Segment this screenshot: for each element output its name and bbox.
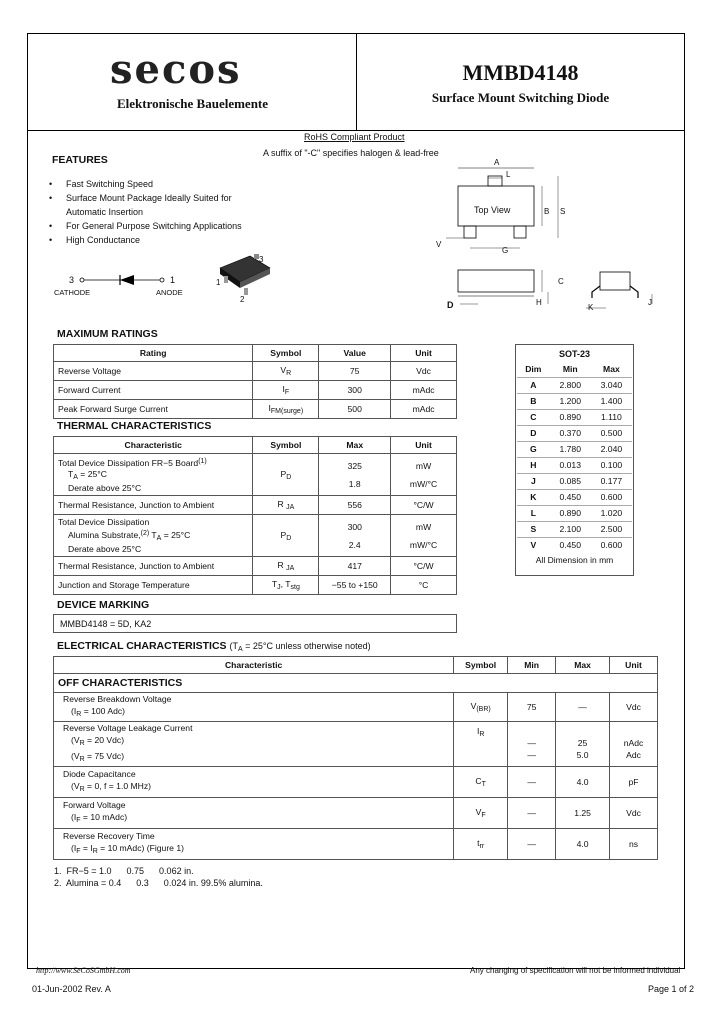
table-row — [54, 515, 457, 557]
table-row: S 2.100 2.500 — [517, 521, 632, 537]
cell-value: 75 — [319, 362, 391, 381]
dim-label-a: A — [494, 158, 500, 167]
col-header: Max — [603, 363, 620, 374]
thermal-title: THERMAL CHARACTERISTICS — [57, 420, 212, 432]
cell-max: 4.0 — [556, 829, 610, 860]
cell-symbol: $I_R$ — [454, 722, 508, 767]
cell-symbol: $V_{(BR)}$ — [454, 693, 508, 722]
cell-characteristic: Total Device Dissipation FR−5 Board$^{(1)}$ $T_A = 25^\circ C$ Derate above 25°C — [54, 454, 253, 496]
cell-unit: °C/W — [391, 496, 457, 515]
off-characteristics-row — [54, 674, 658, 693]
col-header: Symbol — [253, 437, 319, 454]
footer-page: Page 1 of 2 — [648, 984, 695, 994]
table-row: V 0.450 0.600 — [517, 537, 632, 553]
cell-unit: mW mW/°C — [391, 454, 457, 496]
part-number: MMBD4148 — [462, 60, 579, 85]
rohs-title: RoHS Compliant Product — [304, 132, 405, 142]
col-header: Unit — [391, 345, 457, 362]
sot23-title: SOT-23 — [558, 349, 590, 359]
table-row — [54, 454, 457, 496]
cell-symbol: $P_D$ — [253, 515, 319, 557]
table-row: D 0.370 0.500 — [517, 425, 632, 441]
marking-box — [53, 614, 457, 633]
off-characteristics-title: OFF CHARACTERISTICS — [54, 674, 658, 693]
table-row — [54, 400, 457, 419]
cell-symbol: $I_{FM(surge)}$ — [253, 400, 319, 419]
col-header: Max — [556, 657, 610, 674]
cell-symbol: R $_{JA}$ — [253, 496, 319, 515]
feature-item: • Fast Switching Speed — [46, 177, 266, 191]
electrical-title: ELECTRICAL CHARACTERISTICS ($T_A = 25^\circ C$ unless otherwise noted) — [57, 640, 371, 653]
dim-label-l: L — [506, 170, 511, 179]
company-logo: secos — [110, 46, 242, 93]
rohs-note: A suffix of "-C" specifies halogen & lead-free — [263, 148, 439, 158]
cell-symbol: R $_{JA}$ — [253, 557, 319, 576]
features-title: FEATURES — [52, 154, 108, 166]
dim-label-d: D — [447, 300, 454, 310]
note-1: 1. FR−5 = 1.0 0.75 0.062 in. — [54, 866, 194, 876]
pkg-pin2: 2 — [240, 295, 245, 304]
table-row: B 1.200 1.400 — [517, 393, 632, 409]
cell-symbol: $P_D$ — [253, 454, 319, 496]
table-row — [54, 362, 457, 381]
cell-rating: Forward Current — [54, 381, 253, 400]
dim-label-b: B — [544, 207, 550, 216]
table-row: K 0.450 0.600 — [517, 489, 632, 505]
cell-characteristic: Total Device Dissipation Alumina Substrate,$^{(2)}$ $T_A = 25^\circ C$ Derate above 25°C — [54, 515, 253, 557]
cell-min: — — — [508, 722, 556, 767]
table-row: H 0.013 0.100 — [517, 457, 632, 473]
pin3-label: 3 — [69, 275, 75, 285]
footer-disclaimer: Any changing of specification will not be informed individual — [470, 966, 681, 975]
footer-date: 01-Jun-2002 Rev. A — [32, 984, 111, 994]
header — [28, 34, 684, 131]
cell-rating: Peak Forward Surge Current — [54, 400, 253, 419]
top-view-label: Top View — [474, 205, 511, 215]
col-header: Value — [319, 345, 391, 362]
cell-symbol: $C_T$ — [454, 767, 508, 798]
col-header: Unit — [391, 437, 457, 454]
cell-min: 75 — [508, 693, 556, 722]
marking-title: DEVICE MARKING — [57, 599, 150, 611]
col-header: Rating — [54, 345, 253, 362]
cell-characteristic: Forward Voltage ($I_F = 10$ mAdc) — [54, 798, 454, 829]
cell-symbol: $V_F$ — [454, 798, 508, 829]
pin1-label: 1 — [170, 275, 176, 285]
sot23-table — [517, 361, 632, 553]
table-row — [54, 829, 658, 860]
anode-label: ANODE — [156, 288, 183, 297]
table-row — [54, 722, 658, 767]
cell-characteristic: Diode Capacitance ($V_R = 0$, f = 1.0 MHz) — [54, 767, 454, 798]
pkg-pin3: 3 — [259, 255, 264, 264]
cell-characteristic: Junction and Storage Temperature — [54, 576, 253, 595]
cell-max: 325 1.8 — [319, 454, 391, 496]
col-header: Symbol — [454, 657, 508, 674]
cell-unit: mAdc — [391, 381, 457, 400]
header-left — [28, 34, 357, 130]
table-row: A 2.800 3.040 — [517, 377, 632, 393]
cell-symbol: $I_F$ — [253, 381, 319, 400]
feature-item: • Surface Mount Package Ideally Suited for Automatic Insertion — [46, 191, 266, 219]
feature-item: • For General Purpose Switching Applications — [46, 219, 266, 233]
cell-unit: Vdc — [610, 798, 658, 829]
table-row — [54, 767, 658, 798]
feature-item: • High Conductance — [46, 233, 266, 247]
table-row: J 0.085 0.177 — [517, 473, 632, 489]
dim-label-c: C — [558, 277, 564, 286]
table-row: C 0.890 1.110 — [517, 409, 632, 425]
electrical-table — [53, 656, 658, 860]
table-row: G 1.780 2.040 — [517, 441, 632, 457]
col-header: Min — [508, 657, 556, 674]
cathode-label: CATHODE — [54, 288, 91, 297]
cell-max: 25 5.0 — [556, 722, 610, 767]
cell-min: — — [508, 767, 556, 798]
col-header: Min — [562, 363, 578, 374]
table-row — [54, 496, 457, 515]
table-row: L 0.890 1.020 — [517, 505, 632, 521]
sot23-package-icon — [210, 250, 280, 300]
marking-text: MMBD4148 = 5D, KA2 — [60, 619, 152, 629]
cell-unit: °C/W — [391, 557, 457, 576]
cell-unit: mW mW/°C — [391, 515, 457, 557]
cell-unit: nAdc Adc — [610, 722, 658, 767]
col-header: Unit — [610, 657, 658, 674]
cell-value: 300 — [319, 381, 391, 400]
cell-max: 417 — [319, 557, 391, 576]
col-header: Symbol — [253, 345, 319, 362]
cell-characteristic: Reverse Breakdown Voltage ($I_R = 100$ Adc) — [54, 693, 454, 722]
sot23-dimension-box — [515, 344, 634, 576]
cell-characteristic: Reverse Recovery Time ($I_F = I_R = 10$ mAdc) (Figure 1) — [54, 829, 454, 860]
cell-symbol: $V_R$ — [253, 362, 319, 381]
company-name: Elektronische Bauelemente — [116, 96, 269, 111]
cell-max: — — [556, 693, 610, 722]
sot23-note: All Dimension in mm — [535, 555, 614, 565]
cell-unit: °C — [391, 576, 457, 595]
thermal-table — [53, 436, 457, 595]
dim-label-g: G — [502, 246, 509, 255]
table-row — [54, 576, 457, 595]
col-header: Dim — [525, 363, 542, 374]
dim-label-h: H — [536, 298, 542, 307]
cell-min: — — [508, 798, 556, 829]
cell-max: 300 2.4 — [319, 515, 391, 557]
dim-label-j: J — [648, 298, 652, 307]
cell-unit: Vdc — [610, 693, 658, 722]
cell-max: 1.25 — [556, 798, 610, 829]
table-row — [54, 381, 457, 400]
note-2: 2. Alumina = 0.4 0.3 0.024 in. 99.5% alumina. — [54, 878, 263, 888]
cell-characteristic: Thermal Resistance, Junction to Ambient — [54, 557, 253, 576]
package-outline-drawing — [430, 158, 670, 318]
cell-value: 500 — [319, 400, 391, 419]
max-ratings-title: MAXIMUM RATINGS — [57, 328, 158, 340]
cell-max: −55 to +150 — [319, 576, 391, 595]
footer-url[interactable]: http://www.SeCoSGmbH.com — [36, 966, 131, 975]
features-list — [46, 177, 266, 247]
product-title: Surface Mount Switching Diode — [431, 90, 610, 105]
dim-label-s: S — [560, 207, 566, 216]
table-row — [54, 798, 658, 829]
table-row — [54, 557, 457, 576]
cell-characteristic: Thermal Resistance, Junction to Ambient — [54, 496, 253, 515]
cell-unit: mAdc — [391, 400, 457, 419]
table-row — [54, 693, 658, 722]
cell-characteristic: Reverse Voltage Leakage Current ($V_R = 20$ Vdc) ($V_R = 75$ Vdc) — [54, 722, 454, 767]
cell-max: 556 — [319, 496, 391, 515]
cell-symbol: $t_{rr}$ — [454, 829, 508, 860]
col-header: Max — [319, 437, 391, 454]
col-header: Characteristic — [54, 437, 253, 454]
max-ratings-table — [53, 344, 457, 419]
cell-unit: ns — [610, 829, 658, 860]
cell-rating: Reverse Voltage — [54, 362, 253, 381]
dim-label-k: K — [588, 303, 594, 312]
cell-unit: Vdc — [391, 362, 457, 381]
dim-label-v: V — [436, 240, 442, 249]
cell-unit: pF — [610, 767, 658, 798]
cell-min: — — [508, 829, 556, 860]
cell-max: 4.0 — [556, 767, 610, 798]
col-header: Characteristic — [54, 657, 454, 674]
cell-symbol: $T_J$, $T_{stg}$ — [253, 576, 319, 595]
pkg-pin1: 1 — [216, 278, 221, 287]
